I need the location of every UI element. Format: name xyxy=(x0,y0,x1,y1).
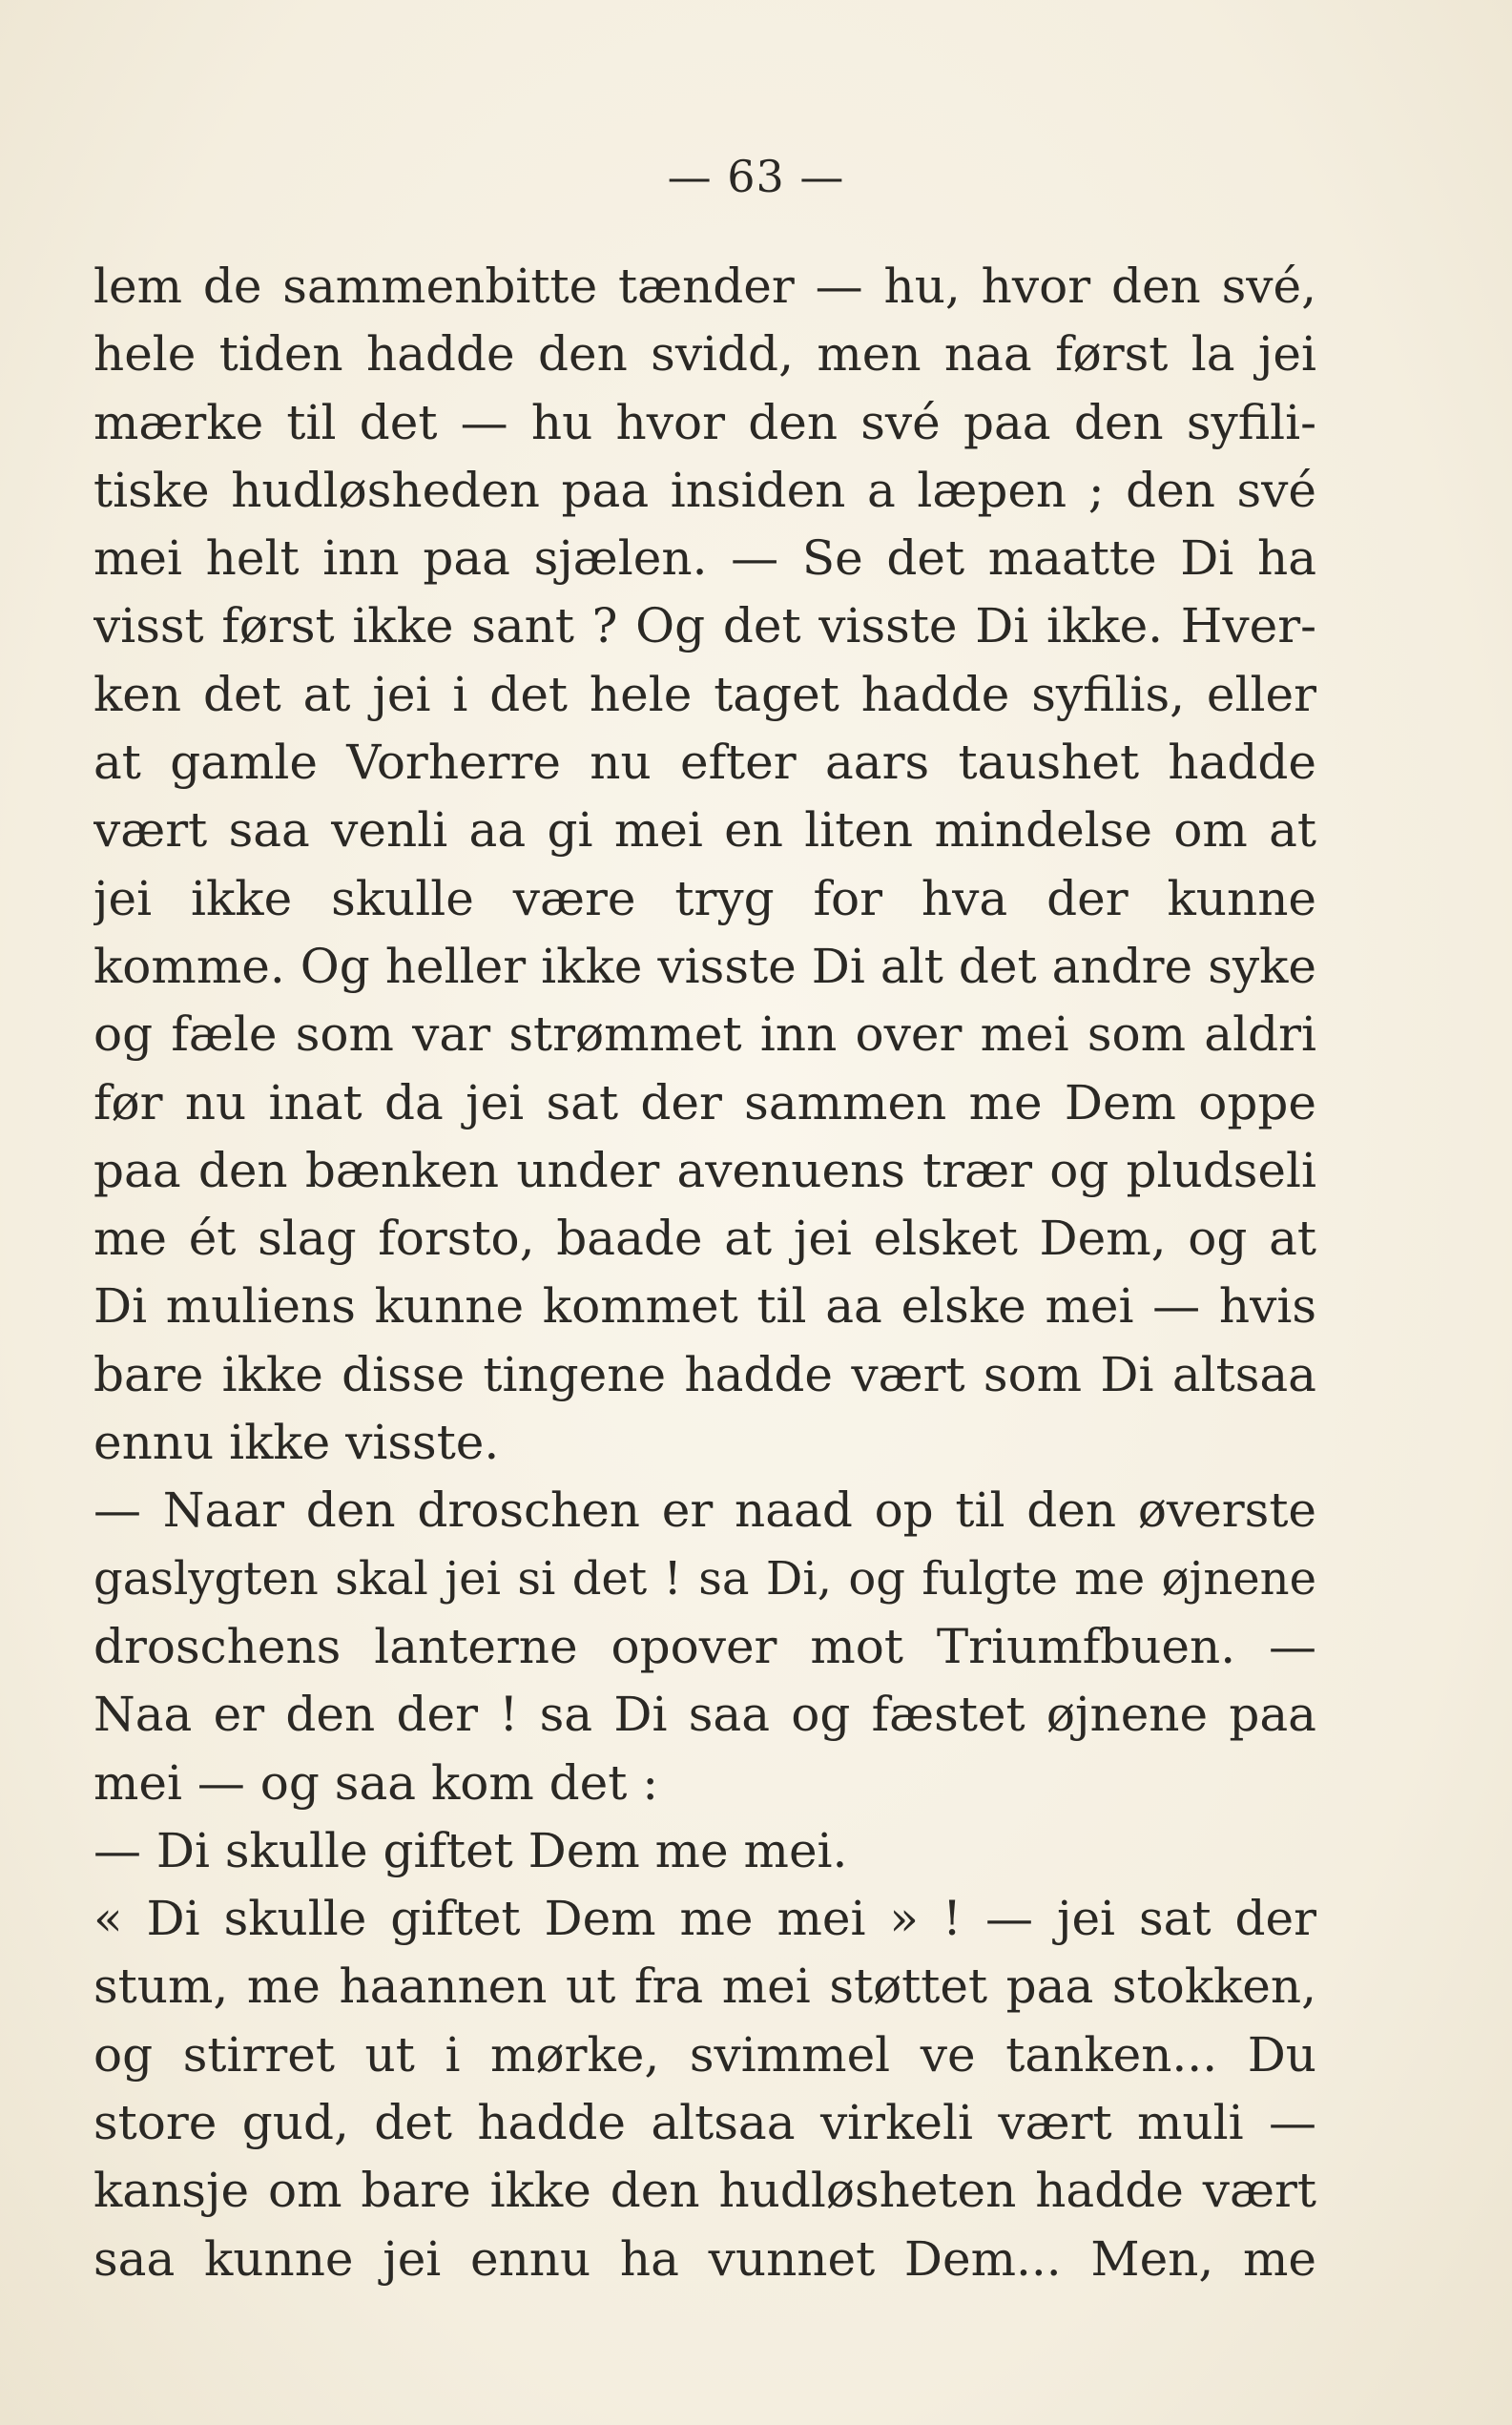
text-line: — Di skulle giftet Dem me mei. xyxy=(93,1822,848,1878)
text-line: Di muliens kunne kommet til aa elske mei — hvis xyxy=(93,1278,1316,1335)
text-line: visst først ikke sant ? Og det visste Di ikke. Hver- xyxy=(93,598,1316,654)
text-line: — Naar den droschen er naad op til den øverste xyxy=(93,1482,1316,1539)
text-line: stum, me haannen ut fra mei støttet paa stokken, xyxy=(93,1959,1316,2015)
text-line: droschens lanterne opover mot Triumfbuen. — xyxy=(93,1618,1316,1674)
text-line: komme. Og heller ikke visste Di alt det andre syke xyxy=(93,938,1316,994)
text-line: mei — og saa kom det : xyxy=(93,1754,659,1811)
text-line: me ét slag forsto, baade at jei elsket Dem, og at xyxy=(93,1211,1316,1267)
text-line: at gamle Vorherre nu efter aars taushet hadde xyxy=(93,735,1316,791)
text-line: saa kunne jei ennu ha vunnet Dem... Men, me xyxy=(93,2230,1316,2287)
text-line: vært saa venli aa gi mei en liten mindelse om at xyxy=(93,802,1316,859)
text-line: hele tiden hadde den svidd, men naa først la jei xyxy=(93,326,1316,383)
text-line: lem de sammenbitte tænder — hu, hvor den své, xyxy=(93,259,1316,314)
text-line: ennu ikke visste. xyxy=(93,1415,500,1471)
page-number: — 63 — xyxy=(667,151,845,202)
text-line: ken det at jei i det hele taget hadde syfilis, eller xyxy=(93,666,1316,722)
text-line: mærke til det — hu hvor den své paa den syfili- xyxy=(93,394,1316,450)
text-line: « Di skulle giftet Dem me mei » ! — jei sat der xyxy=(93,1891,1316,1947)
text-line: gaslygten skal jei si det ! sa Di, og fulgte me øjnene xyxy=(93,1551,1316,1606)
text-line: tiske hudløsheden paa insiden a læpen ; den své xyxy=(93,462,1316,518)
text-line: og fæle som var strømmet inn over mei som aldri xyxy=(93,1006,1316,1063)
text-line: bare ikke disse tingene hadde vært som Di altsaa xyxy=(93,1346,1316,1402)
text-line: og stirret ut i mørke, svimmel ve tanken... Du xyxy=(93,2026,1316,2083)
text-line: mei helt inn paa sjælen. — Se det maatte Di ha xyxy=(93,530,1316,587)
text-line: kansje om bare ikke den hudløsheten hadde vært xyxy=(93,2163,1316,2219)
text-line: store gud, det hadde altsaa virkeli vært muli — xyxy=(93,2095,1316,2151)
text-line: Naa er den der ! sa Di saa og fæstet øjnene paa xyxy=(93,1687,1316,1743)
text-line: jei ikke skulle være tryg for hva der kunne xyxy=(93,870,1316,926)
text-line: før nu inat da jei sat der sammen me Dem oppe xyxy=(93,1074,1316,1130)
body-text xyxy=(93,253,1316,2293)
text-line: paa den bænken under avenuens trær og pludseli xyxy=(93,1142,1316,1198)
